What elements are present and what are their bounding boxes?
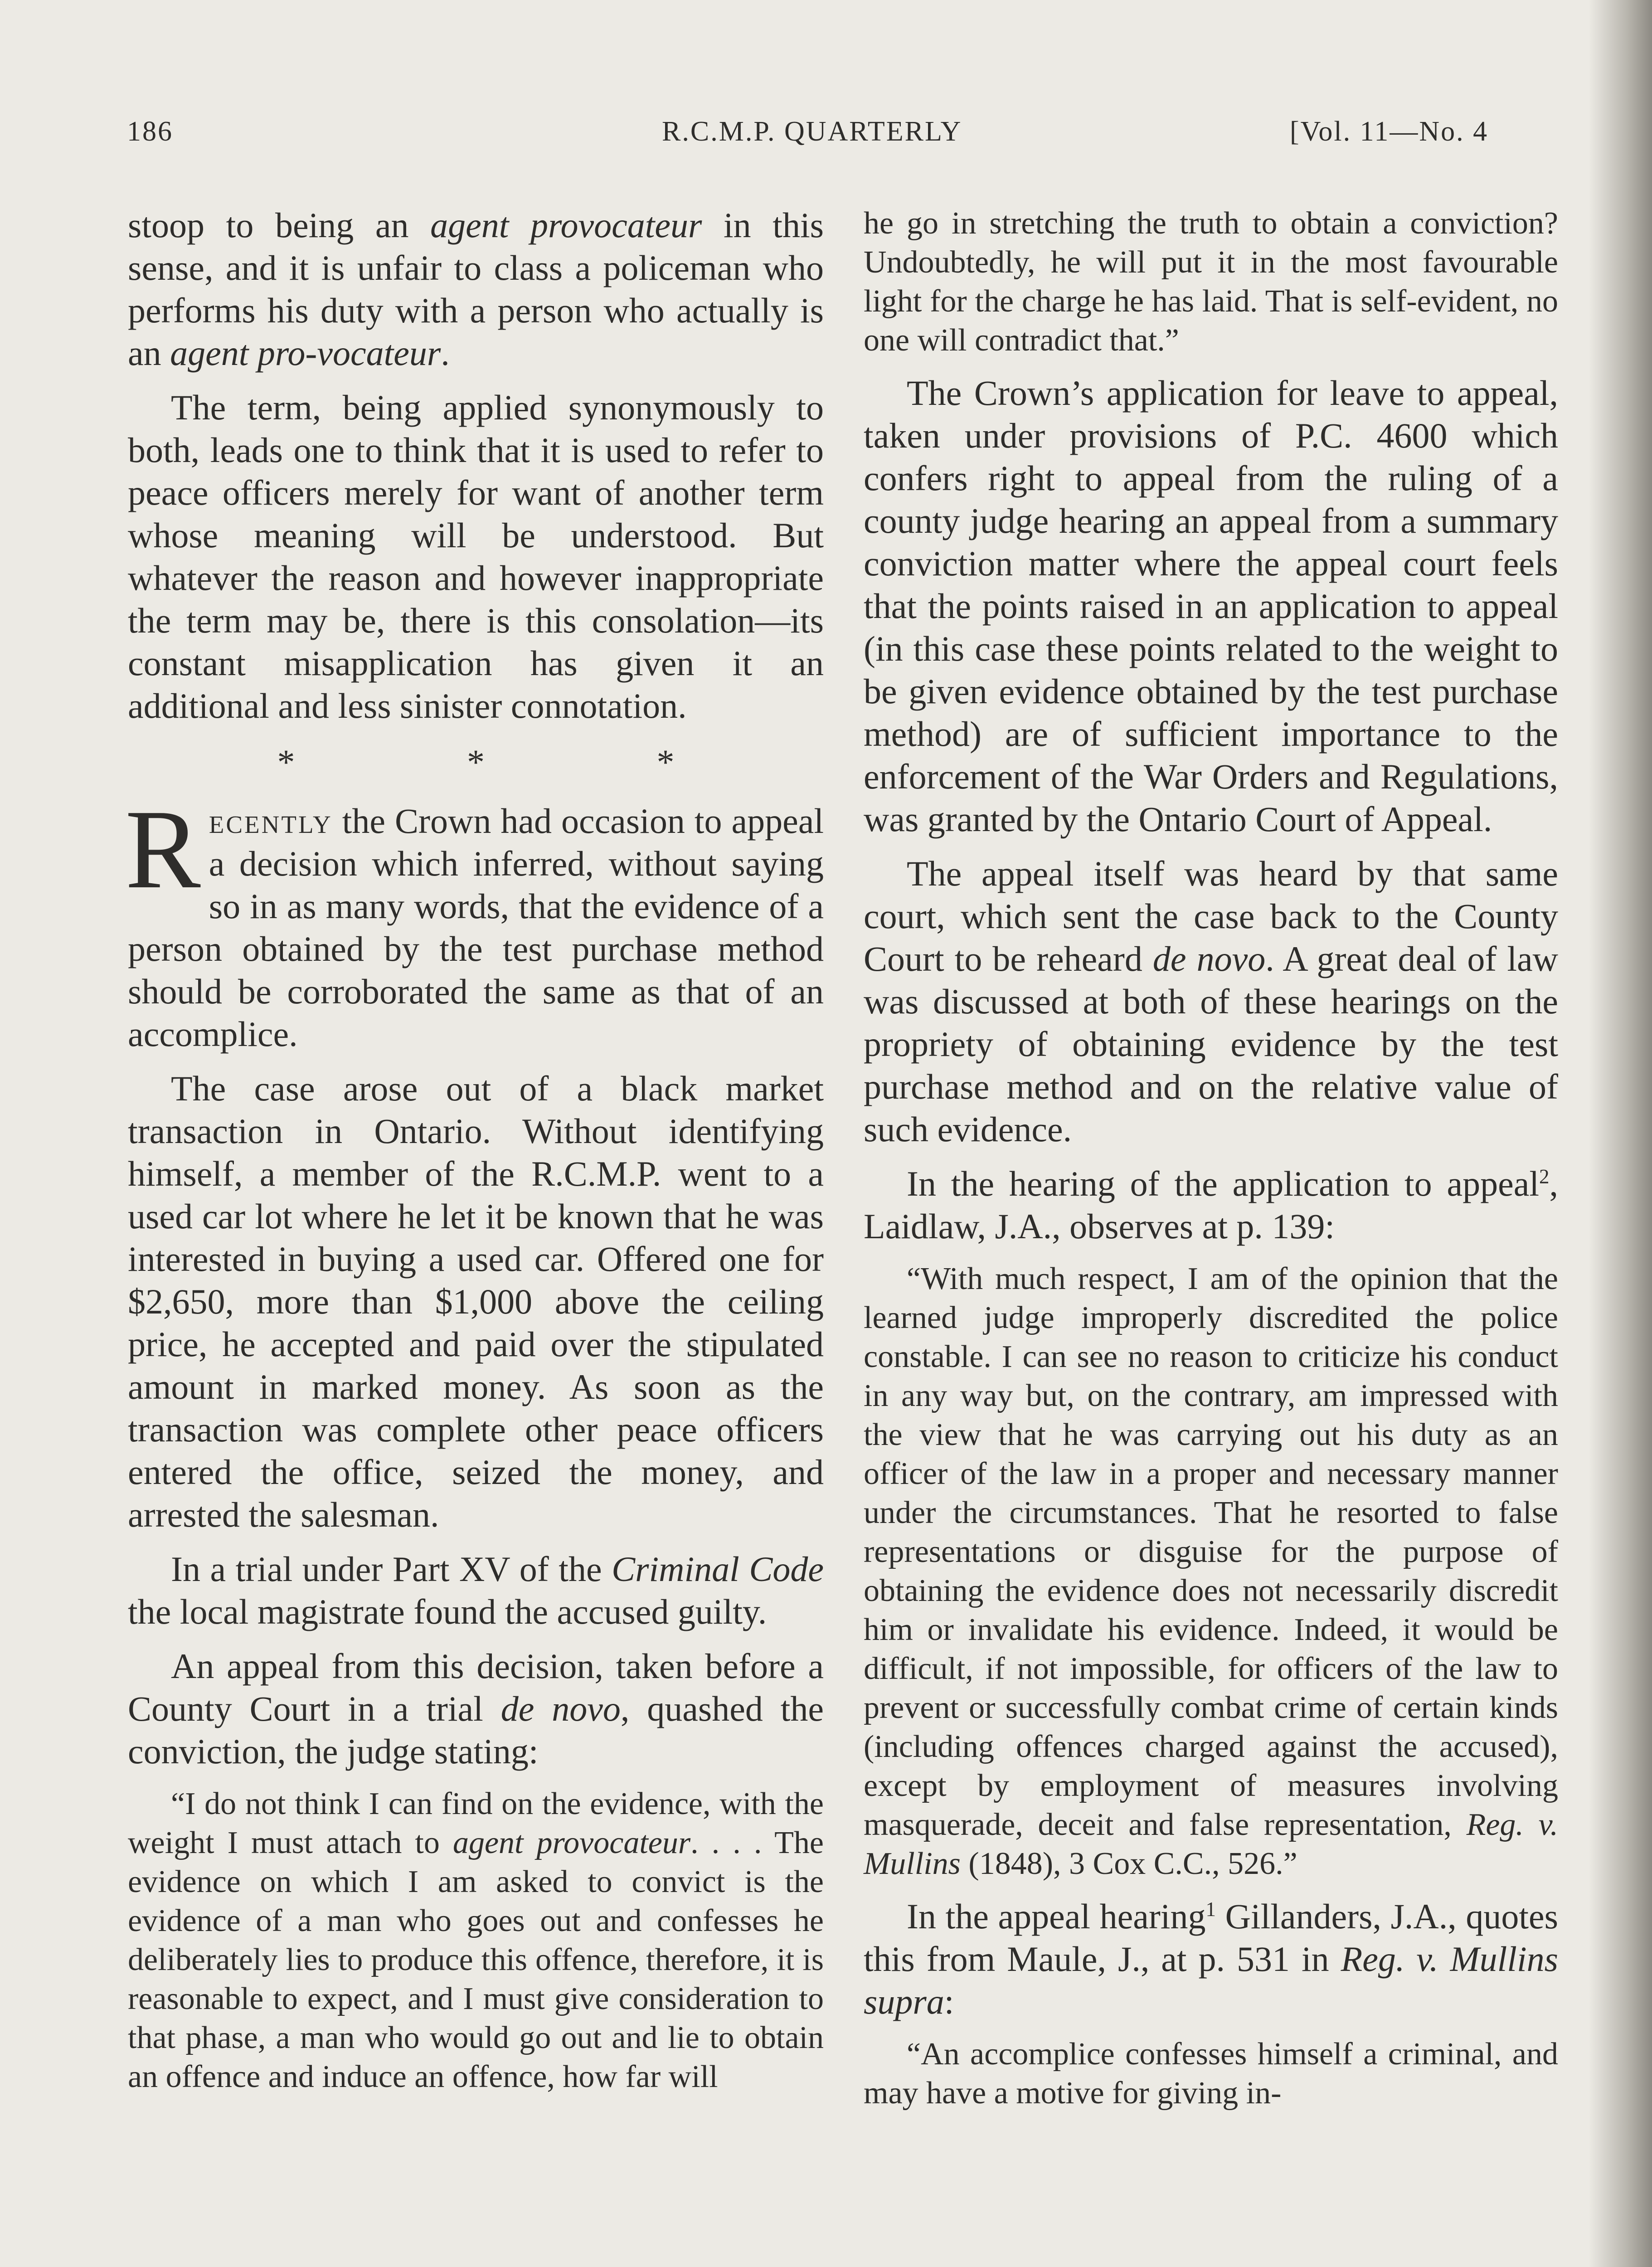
block-quote: “I do not think I can find on the evidence, with the weight I must attach to agent provocateur. . . . The evidence on which I am asked to convict is the evidence of a man who goes out and confesses he deliberately lies to produce this offence, therefore, it is reasonable to expect, and I must give consideration to that phase, a man who would go out and lie to obtain an offence and induce an offence, how far will — [128, 1786, 824, 2094]
paragraph: The appeal itself was heard by that same court, which sent the case back to the County Court to be reheard de novo. A great deal of law was discussed at both of these hearings on the propriety of obtaining evidence by the test purchase method and on the relative value of such evidence. — [864, 854, 1558, 1149]
left-column — [125, 204, 824, 2108]
paragraph: In a trial under Part XV of the Criminal Code the local magistrate found the accused guilty. — [128, 1549, 824, 1631]
paragraph: In the appeal hearing$^1$ Gillanders, J.A., quotes this from Maule, J., at p. 531 in Reg. v. Mullins supra: — [864, 1897, 1558, 2021]
paragraph: stoop to being an agent provocateur in this sense, and it is unfair to class a policeman who performs his duty with a person who actually is an agent pro-vocateur. — [128, 205, 824, 373]
paragraph: An appeal from this decision, taken before a County Court in a trial de novo, quashed the conviction, the judge stating: — [128, 1646, 824, 1771]
page-edge-shadow — [1589, 0, 1652, 2267]
paragraph: Recently the Crown had occasion to appeal a decision which inferred, without saying so in as many words, that the evidence of a person obtained by the test purchase method should be corroborated the same as that of an accomplice. — [125, 787, 824, 1054]
section-break: * * * — [277, 742, 756, 782]
paragraph: The case arose out of a black market transaction in Ontario. Without identifying himself, a member of the R.C.M.P. went to a used car lot where he let it be known that he was interested in buying a used car. Offered one for $2,650, more than $1,000 above the ceiling price, he accepted and paid over the stipulated amount in marked money. As soon as the transaction was complete other peace officers entered the office, seized the money, and arrested the salesman. — [128, 1069, 824, 1534]
drop-cap: R — [125, 787, 201, 912]
page-number: 186 — [127, 116, 173, 147]
footnote-ref: 1 — [1205, 1898, 1216, 1921]
footnote-ref: 2 — [1539, 1165, 1550, 1188]
running-header — [0, 116, 1652, 156]
paragraph: In the hearing of the application to appeal$^2$, Laidlaw, J.A., observes at p. 139: — [864, 1164, 1558, 1246]
right-column — [864, 204, 1558, 2125]
paragraph: The Crown’s application for leave to appeal, taken under provisions of P.C. 4600 which confers right to appeal from the ruling of a county judge hearing an appeal from a summary conviction matter where the appeal court feels that the points raised in an application to appeal (in this case these points related to the weight to be given evidence obtained by the test purchase method) are of sufficient importance to the enforcement of the War Orders and Regulations, was granted by the Ontario Court of Appeal. — [864, 373, 1558, 839]
block-quote: “With much respect, I am of the opinion that the learned judge improperly discredited the police constable. I can see no reason to criticize his conduct in any way but, on the contrary, am impressed with the view that he was carrying out his duty as an officer of the law in a proper and necessary manner under the circumstances. That he resorted to false representations or disguise for the purpose of obtaining the evidence does not necessarily discredit him or invalidate his evidence. Indeed, it would be difficult, if not impossible, for officers of the law to prevent or successfully combat crime of certain kinds (including offences charged against the accused), except by employment of measures involving masquerade, deceit and false representation, Reg. v. Mullins (1848), 3 Cox C.C., 526.” — [864, 1261, 1558, 1881]
block-quote-continued: he go in stretching the truth to obtain a conviction? Undoubtedly, he will put it in the most favourable light for the charge he has laid. That is self-evident, no one will contradict that.” — [864, 206, 1558, 358]
block-quote: “An accomplice confesses himself a criminal, and may have a motive for giving in- — [864, 2037, 1558, 2111]
journal-title: R.C.M.P. QUARTERLY — [662, 116, 962, 147]
volume-issue: [Vol. 11—No. 4 — [1290, 116, 1489, 147]
paragraph: The term, being applied synonymously to both, leads one to think that it is used to refer to peace officers merely for want of another term whose meaning will be understood. But whatever the reason and however inappropriate the term may be, there is this consolation—its constant misapplication has given it an additional and less sinister connotation. — [128, 388, 824, 725]
